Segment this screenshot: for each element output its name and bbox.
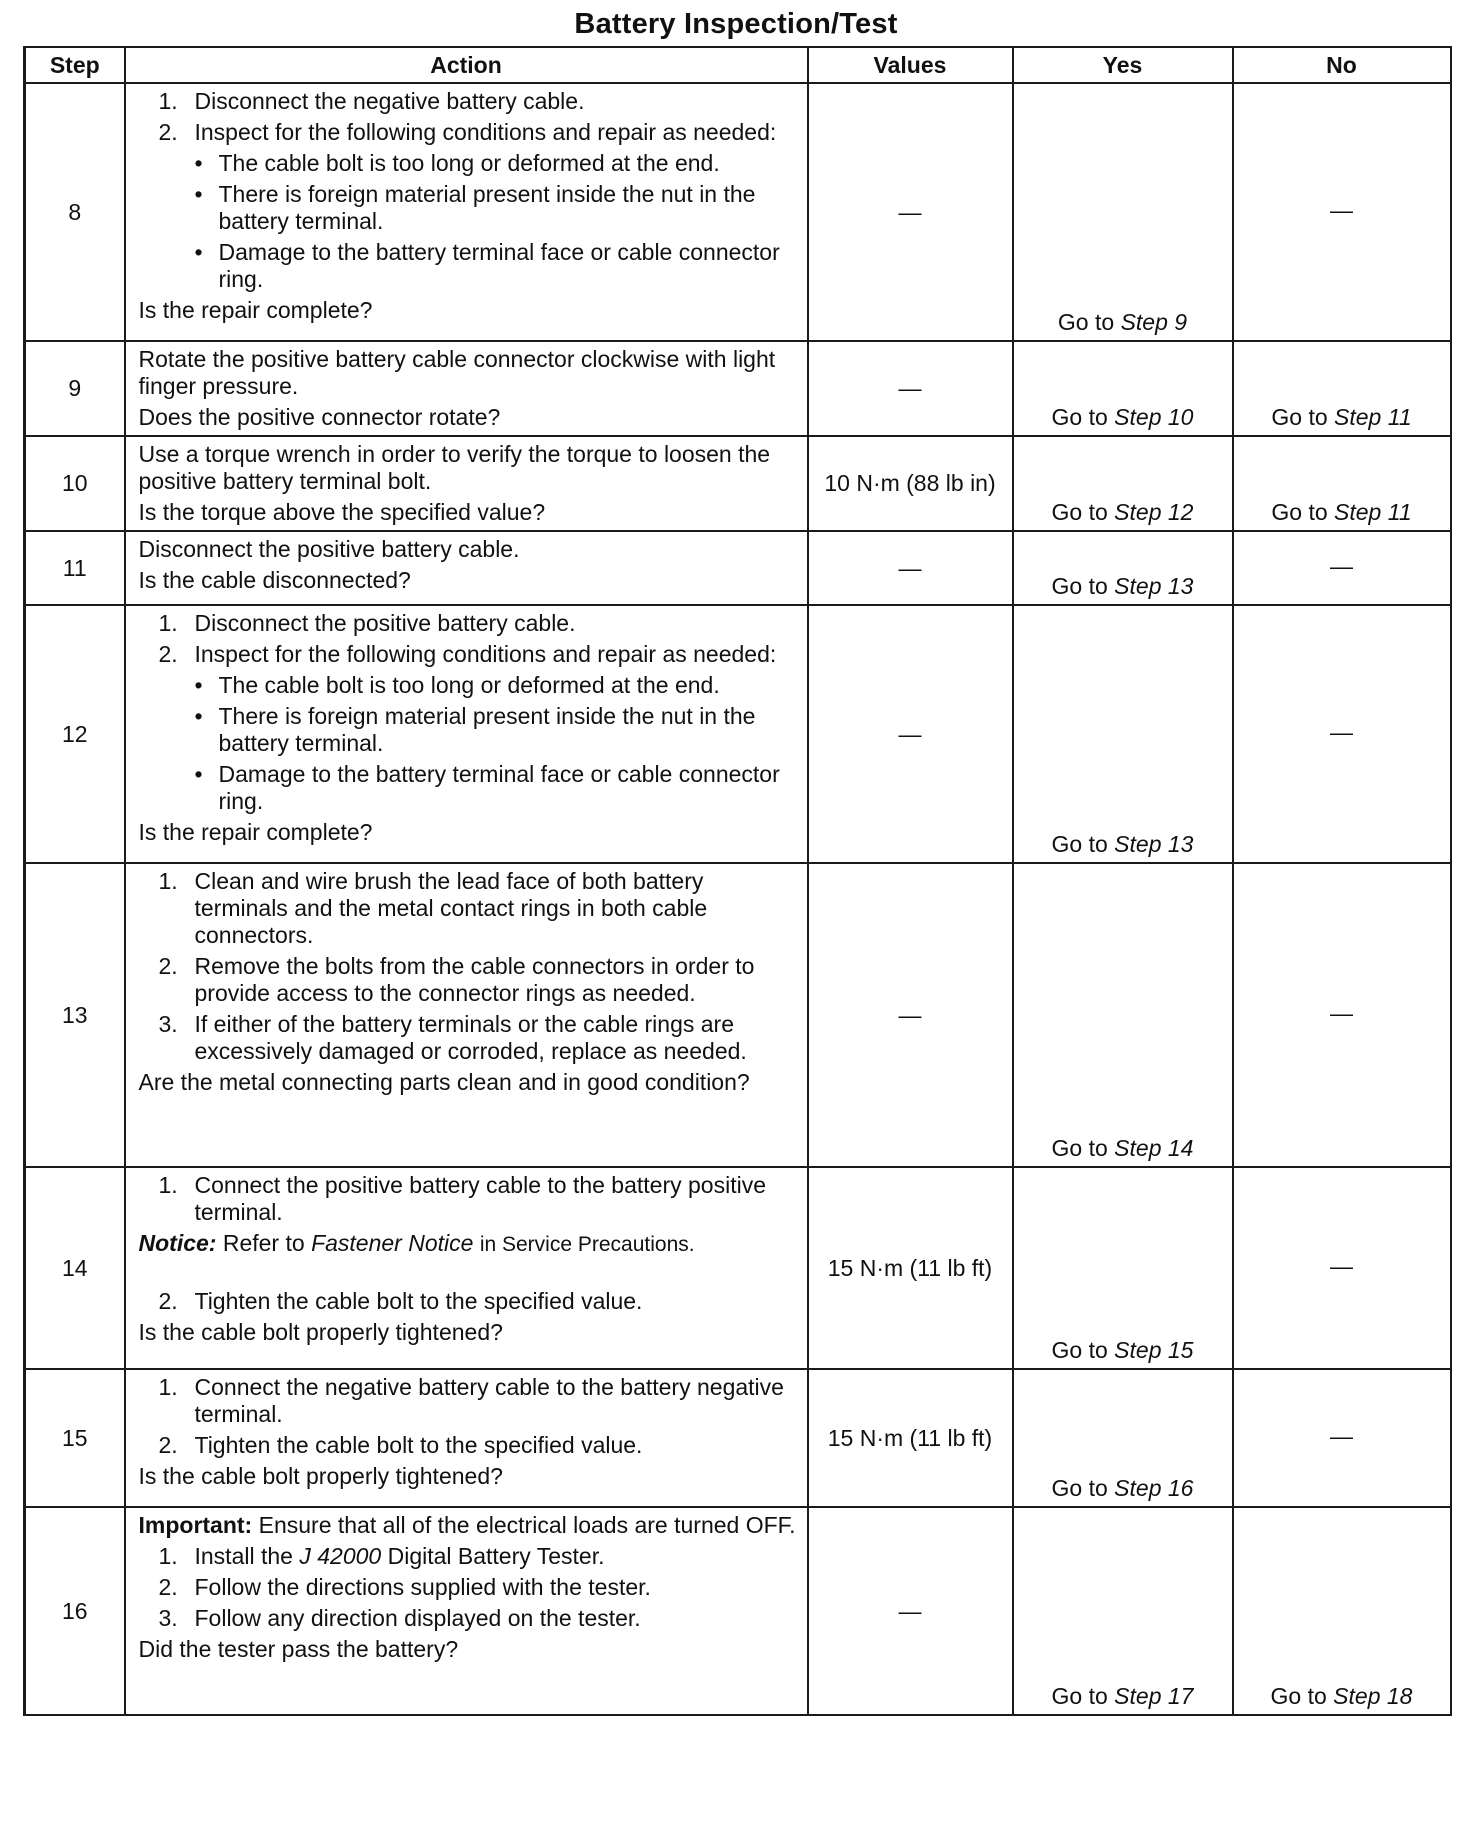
- step-number: 8: [25, 83, 125, 341]
- action-cell: [125, 83, 808, 341]
- goto-step-link: Step 12: [1114, 499, 1194, 525]
- goto-step-link: Step 16: [1114, 1475, 1194, 1501]
- step-number: 15: [25, 1369, 125, 1507]
- action-question: Is the cable disconnected?: [138, 567, 411, 593]
- goto-step-link: Step 15: [1114, 1337, 1194, 1363]
- item-number: 1.: [158, 610, 178, 636]
- item-number: 1.: [158, 88, 178, 114]
- no-cell: [1233, 1507, 1451, 1715]
- condition-item: Damage to the battery terminal face or cable connector ring.: [218, 239, 780, 292]
- condition-item: There is foreign material present inside the nut in the battery terminal.: [218, 703, 756, 756]
- action-cell: [125, 341, 808, 436]
- action-cell: [125, 1507, 808, 1715]
- yes-cell: [1013, 863, 1233, 1167]
- yes-cell: [1013, 1507, 1233, 1715]
- item-number: 1.: [158, 868, 178, 894]
- goto-label: Go to: [1057, 309, 1115, 335]
- step-number: 10: [25, 436, 125, 531]
- no-cell: —: [1233, 1167, 1451, 1369]
- header-step: Step: [25, 47, 125, 83]
- action-question: Is the repair complete?: [138, 819, 373, 845]
- action-item-text: Install the: [194, 1543, 293, 1569]
- goto-label: Go to: [1051, 1337, 1108, 1363]
- step-number: 14: [25, 1167, 125, 1369]
- step-number: 9: [25, 341, 125, 436]
- goto-step-link: Step 11: [1334, 404, 1412, 430]
- action-item: Remove the bolts from the cable connectors in order to provide access to the connector rings as needed.: [194, 953, 755, 1006]
- goto-step-link: Step 11: [1334, 499, 1412, 525]
- condition-item: The cable bolt is too long or deformed at the end.: [218, 672, 720, 698]
- item-number: 2.: [158, 953, 178, 979]
- action-item: [195, 1543, 799, 1570]
- bullet-icon: •: [194, 239, 203, 265]
- values-cell: —: [808, 605, 1013, 863]
- action-item: Inspect for the following conditions and repair as needed:: [194, 641, 777, 667]
- condition-item: There is foreign material present inside the nut in the battery terminal.: [218, 181, 756, 234]
- action-cell: [125, 863, 808, 1167]
- notice-label: Notice:: [138, 1230, 217, 1256]
- condition-item: The cable bolt is too long or deformed at the end.: [218, 150, 720, 176]
- goto-label: Go to: [1051, 1475, 1108, 1501]
- action-cell: [125, 531, 808, 605]
- action-item: Follow the directions supplied with the tester.: [194, 1574, 651, 1600]
- bullet-icon: •: [194, 150, 203, 176]
- goto-step-link: Step 10: [1114, 404, 1194, 430]
- item-number: 2.: [158, 119, 178, 145]
- step-number: 12: [25, 605, 125, 863]
- action-item: Tighten the cable bolt to the specified value.: [194, 1432, 643, 1458]
- bullet-icon: •: [194, 181, 203, 207]
- action-item: Inspect for the following conditions and repair as needed:: [194, 119, 777, 145]
- item-number: 3.: [158, 1011, 178, 1037]
- important-line: [139, 1512, 799, 1539]
- table-row-step-14: [25, 1167, 1451, 1369]
- goto-step-link: Step 13: [1114, 573, 1194, 599]
- action-item: Disconnect the positive battery cable.: [194, 610, 576, 636]
- action-cell: [125, 605, 808, 863]
- table-row-step-13: [25, 863, 1451, 1167]
- notice-reference-link: Fastener Notice: [311, 1230, 474, 1256]
- battery-inspection-table: [23, 46, 1452, 1716]
- action-item: Disconnect the negative battery cable.: [194, 88, 585, 114]
- document-title: Battery Inspection/Test: [574, 8, 898, 40]
- no-cell: —: [1233, 531, 1451, 605]
- step-number: 16: [25, 1507, 125, 1715]
- action-item: Connect the negative battery cable to the battery negative terminal.: [194, 1374, 784, 1427]
- table-row-step-16: [25, 1507, 1451, 1715]
- action-question: Is the cable bolt properly tightened?: [138, 1463, 503, 1489]
- notice-text-end: in Service Precautions.: [479, 1233, 695, 1256]
- header-yes: Yes: [1013, 47, 1233, 83]
- goto-label: Go to: [1051, 831, 1108, 857]
- action-text: Rotate the positive battery cable connector clockwise with light finger pressure.: [138, 346, 776, 399]
- table-header-row: [25, 47, 1451, 83]
- tool-reference-link: J 42000: [299, 1543, 382, 1569]
- action-cell: [125, 436, 808, 531]
- no-cell: —: [1233, 863, 1451, 1167]
- item-number: 1.: [158, 1374, 178, 1400]
- goto-label: Go to: [1051, 1683, 1108, 1709]
- bullet-icon: •: [194, 761, 203, 787]
- values-cell: —: [808, 83, 1013, 341]
- item-number: 1.: [158, 1172, 178, 1198]
- bullet-icon: •: [194, 672, 203, 698]
- action-item: Follow any direction displayed on the tester.: [194, 1605, 641, 1631]
- no-cell: —: [1233, 605, 1451, 863]
- table-row-step-12: [25, 605, 1451, 863]
- values-cell: —: [808, 531, 1013, 605]
- action-question: Does the positive connector rotate?: [138, 404, 501, 430]
- values-cell: —: [808, 863, 1013, 1167]
- no-cell: [1233, 341, 1451, 436]
- goto-label: Go to: [1271, 499, 1328, 525]
- bullet-icon: •: [194, 703, 203, 729]
- values-cell: —: [808, 341, 1013, 436]
- goto-label: Go to: [1051, 404, 1108, 430]
- action-question: Did the tester pass the battery?: [138, 1636, 459, 1662]
- yes-cell: [1013, 531, 1233, 605]
- no-cell: —: [1233, 1369, 1451, 1507]
- action-item: If either of the battery terminals or the cable rings are excessively damaged or corroded, replace as needed.: [194, 1011, 747, 1064]
- goto-step-link: Step 9: [1120, 309, 1188, 335]
- action-cell: [125, 1167, 808, 1369]
- action-cell: [125, 1369, 808, 1507]
- action-item-text: Digital Battery Tester.: [387, 1543, 605, 1569]
- goto-label: Go to: [1051, 1135, 1108, 1161]
- action-question: Is the cable bolt properly tightened?: [138, 1319, 503, 1345]
- goto-step-link: Step 17: [1114, 1683, 1194, 1709]
- yes-cell: [1013, 605, 1233, 863]
- yes-cell: [1013, 1167, 1233, 1369]
- yes-cell: [1013, 436, 1233, 531]
- action-question: Is the repair complete?: [138, 297, 373, 323]
- action-item: Clean and wire brush the lead face of both battery terminals and the metal contact rings in both cable connectors.: [194, 868, 708, 948]
- action-question: Is the torque above the specified value?: [138, 499, 546, 525]
- no-cell: —: [1233, 83, 1451, 341]
- action-item: Connect the positive battery cable to the battery positive terminal.: [194, 1172, 766, 1225]
- action-text: Disconnect the positive battery cable.: [138, 536, 520, 562]
- item-number: 3.: [158, 1605, 178, 1631]
- goto-step-link: Step 13: [1114, 831, 1194, 857]
- values-cell: —: [808, 1507, 1013, 1715]
- item-number: 2.: [158, 1432, 178, 1458]
- values-cell: 10 N·m (88 lb in): [808, 436, 1013, 531]
- goto-label: Go to: [1271, 404, 1328, 430]
- values-cell: 15 N·m (11 lb ft): [808, 1369, 1013, 1507]
- action-question: Are the metal connecting parts clean and in good condition?: [138, 1069, 750, 1095]
- goto-step-link: Step 14: [1114, 1135, 1194, 1161]
- yes-cell: [1013, 1369, 1233, 1507]
- important-label: Important:: [138, 1512, 253, 1538]
- header-values: Values: [808, 47, 1013, 83]
- table-row-step-15: [25, 1369, 1451, 1507]
- goto-label: Go to: [1270, 1683, 1327, 1709]
- step-number: 13: [25, 863, 125, 1167]
- condition-item: Damage to the battery terminal face or cable connector ring.: [218, 761, 780, 814]
- table-row-step-10: [25, 436, 1451, 531]
- goto-step-link: Step 18: [1333, 1683, 1413, 1709]
- no-cell: [1233, 436, 1451, 531]
- item-number: 2.: [158, 1574, 178, 1600]
- important-text: Ensure that all of the electrical loads are turned OFF.: [258, 1512, 796, 1538]
- table-row-step-8: [25, 83, 1451, 341]
- action-text: Use a torque wrench in order to verify the torque to loosen the positive battery terminal bolt.: [138, 441, 771, 494]
- table-row-step-9: [25, 341, 1451, 436]
- table-row-step-11: [25, 531, 1451, 605]
- item-number: 2.: [158, 641, 178, 667]
- goto-label: Go to: [1051, 499, 1108, 525]
- step-number: 11: [25, 531, 125, 605]
- goto-label: Go to: [1051, 573, 1108, 599]
- action-item: Tighten the cable bolt to the specified value.: [194, 1288, 643, 1314]
- notice-line: [139, 1230, 799, 1258]
- header-no: No: [1233, 47, 1451, 83]
- header-action: Action: [125, 47, 808, 83]
- item-number: 1.: [158, 1543, 178, 1569]
- item-number: 2.: [158, 1288, 178, 1314]
- values-cell: 15 N·m (11 lb ft): [808, 1167, 1013, 1369]
- yes-cell: [1013, 341, 1233, 436]
- yes-cell: [1013, 83, 1233, 341]
- notice-text: Refer to: [222, 1230, 305, 1256]
